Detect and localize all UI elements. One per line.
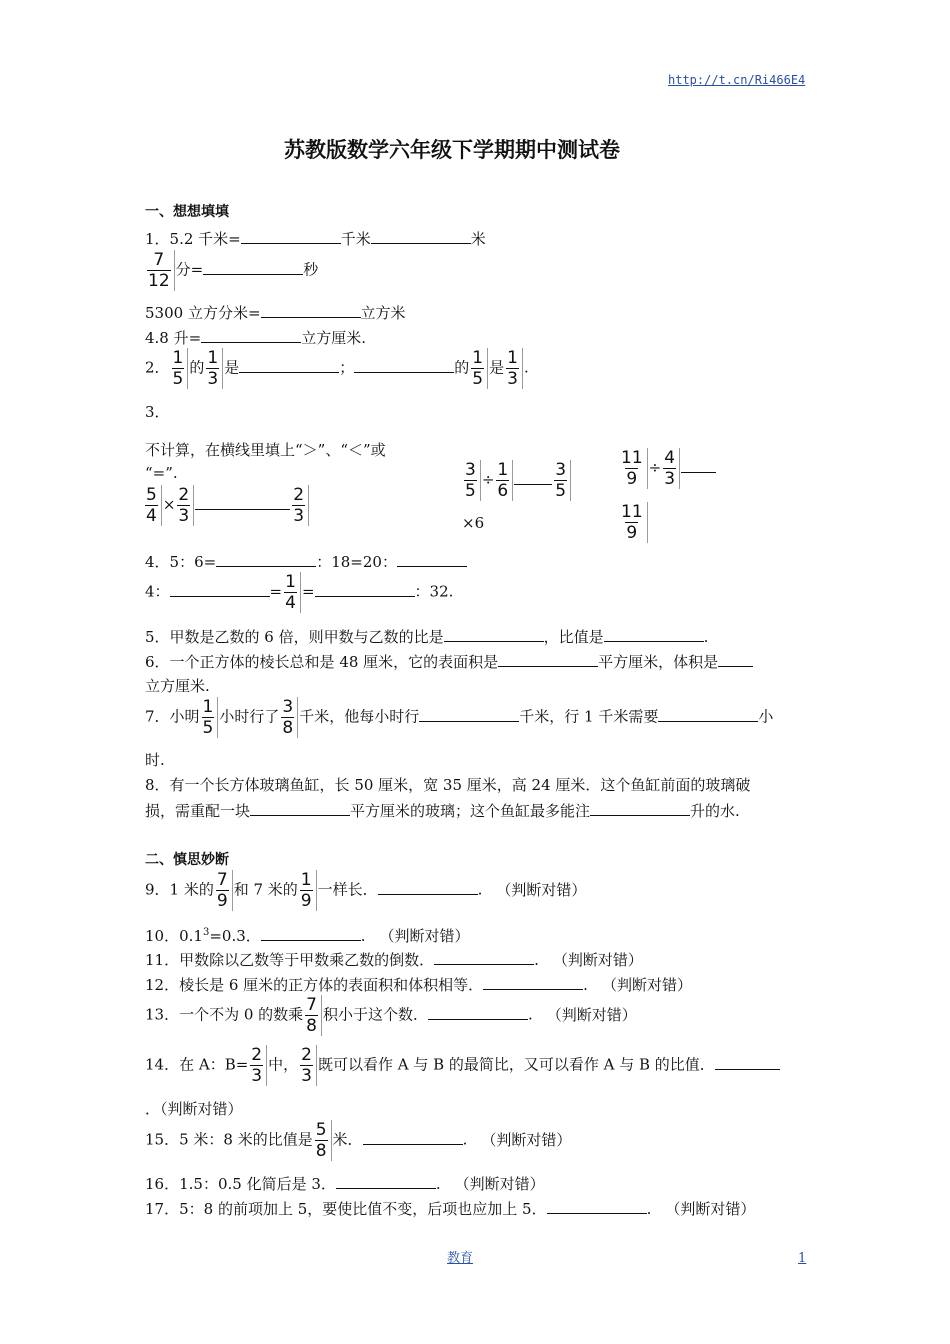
answer-blank[interactable] (354, 357, 454, 373)
header-url-link[interactable]: http://t.cn/Ri466E4 (668, 73, 806, 87)
answer-blank[interactable] (170, 581, 270, 597)
question-3-item-c-tail (618, 502, 649, 543)
question-10: 10．$0.1^3=0.3$． . （判断对错） (145, 927, 470, 945)
fraction: $\frac{2}{3}$ (299, 1045, 317, 1086)
fraction: $\frac{3}{8}$ (280, 697, 298, 738)
compare-blank[interactable] (514, 469, 552, 485)
answer-blank[interactable] (419, 706, 519, 722)
fraction: $\frac{1}{3}$ (205, 348, 223, 389)
answer-blank[interactable] (498, 651, 598, 667)
question-11: 11．甲数除以乙数等于甲数乘乙数的倒数． . （判断对错） (145, 951, 643, 969)
compare-blank[interactable] (195, 494, 290, 510)
question-2: 2． $\frac{1}{5}$ 的 $\frac{1}{3}$ 是 ； 的 $\frac{1}{5}$ 是 $\frac{1}{3}$ . (145, 348, 529, 389)
fraction: $\frac{5}{4}$ (144, 485, 162, 526)
answer-blank[interactable] (315, 581, 415, 597)
answer-blank[interactable] (547, 1198, 647, 1214)
answer-blank[interactable] (371, 228, 471, 244)
fraction: $\frac{2}{3}$ (291, 485, 309, 526)
question-17: 17．5：8 的前项加上 5，要使比值不变，后项也应加上 5． . （判断对错） (145, 1200, 756, 1218)
question-3-item-c: $\frac{11}{9}$ ÷ $\frac{4}{3}$ (618, 448, 716, 489)
page-number: 1 (798, 1251, 807, 1266)
fraction: $\frac{3}{5}$ (553, 460, 571, 501)
answer-blank[interactable] (261, 925, 361, 941)
question-9: 9．1 米的 $\frac{7}{9}$ 和 7 米的 $\frac{1}{9}$ 一样长． . （判断对错） (145, 870, 587, 911)
answer-blank[interactable] (718, 651, 753, 667)
answer-blank[interactable] (250, 800, 350, 816)
fraction: $\frac{2}{3}$ (176, 485, 194, 526)
fraction: $\frac{1}{5}$ (201, 697, 219, 738)
answer-blank[interactable] (483, 974, 583, 990)
question-1-line-3: 5300 立方分米= 立方米 (145, 304, 406, 322)
answer-blank[interactable] (201, 327, 301, 343)
question-14: 14．在 A：B= $\frac{2}{3}$ 中， $\frac{2}{3}$ 既可以看作 A 与 B 的最简比，又可以看作 A 与 B 的比值． (145, 1045, 780, 1086)
section-heading-1: 一、想想填填 (145, 204, 229, 220)
question-13: 13．一个不为 0 的数乘 $\frac{7}{8}$ 积小于这个数． . （判断对错） (145, 995, 637, 1036)
answer-blank[interactable] (241, 228, 341, 244)
fraction: $\frac{5}{8}$ (314, 1120, 332, 1161)
question-3-instruction: 不计算，在横线里填上“＞”、“＜”或 (145, 441, 386, 459)
fraction: $\frac{11}{9}$ (619, 502, 648, 543)
question-16: 16．1.5：0.5 化简后是 3． . （判断对错） (145, 1175, 545, 1193)
answer-blank[interactable] (715, 1054, 780, 1070)
question-8-line-1: 8．有一个长方体玻璃鱼缸，长 50 厘米，宽 35 厘米，高 24 厘米．这个鱼缸前面的玻璃破 (145, 776, 751, 794)
question-1-line-2: $\frac{7}{12}$ 分= 秒 (148, 250, 319, 291)
answer-blank[interactable] (590, 800, 690, 816)
fraction: $\frac{11}{9}$ (619, 448, 648, 489)
question-1-line-1: 1．5.2 千米= 千米 米 (145, 230, 486, 248)
question-3-item-b-tail: ×6 (462, 514, 485, 532)
fraction: $\frac{1}{3}$ (505, 348, 523, 389)
answer-blank[interactable] (261, 302, 361, 318)
question-7: 7．小明 $\frac{1}{5}$ 小时行了 $\frac{3}{8}$ 千米，他每小时行 千米，行 1 千米需要 小 (145, 697, 774, 738)
question-15: 15．5 米：8 米的比值是 $\frac{5}{8}$ 米． . （判断对错） (145, 1120, 572, 1161)
question-3-instruction-2: “=”. (145, 464, 178, 482)
answer-blank[interactable] (604, 626, 704, 642)
answer-blank[interactable] (203, 259, 303, 275)
question-3-item-b: $\frac{3}{5}$ ÷ $\frac{1}{6}$ $\frac{3}{5}$ (462, 460, 572, 501)
question-8-line-2: 损，需重配一块 平方厘米的玻璃；这个鱼缸最多能注 升的水. (145, 802, 740, 820)
fraction: $\frac{1}{9}$ (299, 870, 317, 911)
fraction: $\frac{7}{8}$ (304, 995, 322, 1036)
question-3-number: 3． (145, 403, 170, 421)
question-4-line-1: 4．5：6= ：18=20： (145, 551, 467, 572)
question-1-line-4: 4.8 升= 立方厘米. (145, 329, 366, 347)
footer-link[interactable]: 教育 (447, 1251, 474, 1266)
fraction: $\frac{2}{3}$ (249, 1045, 267, 1086)
fraction: $\frac{1}{5}$ (171, 348, 189, 389)
answer-blank[interactable] (397, 551, 467, 567)
fraction: $\frac{1}{4}$ (283, 572, 301, 613)
fraction: $\frac{3}{5}$ (463, 460, 481, 501)
question-3-item-a: $\frac{5}{4}$ × $\frac{2}{3}$ $\frac{2}{3}$ (143, 485, 310, 526)
answer-blank[interactable] (239, 357, 339, 373)
question-4-line-2: 4： = $\frac{1}{4}$ = ：32. (145, 572, 454, 613)
fraction: $\frac{7}{12}$ (146, 250, 175, 291)
page-title: 苏教版数学六年级下学期期中测试卷 (284, 138, 620, 162)
answer-blank[interactable] (336, 1173, 436, 1189)
fraction: $\frac{4}{3}$ (662, 448, 680, 489)
answer-blank[interactable] (444, 626, 544, 642)
compare-blank[interactable] (681, 457, 716, 473)
answer-blank[interactable] (434, 949, 534, 965)
question-12: 12．棱长是 6 厘米的正方体的表面积和体积相等． . （判断对错） (145, 976, 692, 994)
answer-blank[interactable] (658, 706, 758, 722)
fraction: $\frac{7}{9}$ (215, 870, 233, 911)
answer-blank[interactable] (363, 1129, 463, 1145)
answer-blank[interactable] (378, 879, 478, 895)
fraction: $\frac{1}{6}$ (495, 460, 513, 501)
question-6-cont: 立方厘米. (145, 677, 210, 695)
question-7-cont: 时. (145, 751, 165, 769)
section-heading-2: 二、慎思妙断 (145, 852, 229, 868)
fraction: $\frac{1}{5}$ (470, 348, 488, 389)
question-5: 5．甲数是乙数的 6 倍，则甲数与乙数的比是 ，比值是 . (145, 628, 709, 646)
answer-blank[interactable] (428, 1004, 528, 1020)
question-6: 6．一个正方体的棱长总和是 48 厘米，它的表面积是 平方厘米，体积是 (145, 651, 753, 672)
answer-blank[interactable] (216, 551, 316, 567)
question-14-cont: ．（判断对错） (145, 1100, 243, 1118)
